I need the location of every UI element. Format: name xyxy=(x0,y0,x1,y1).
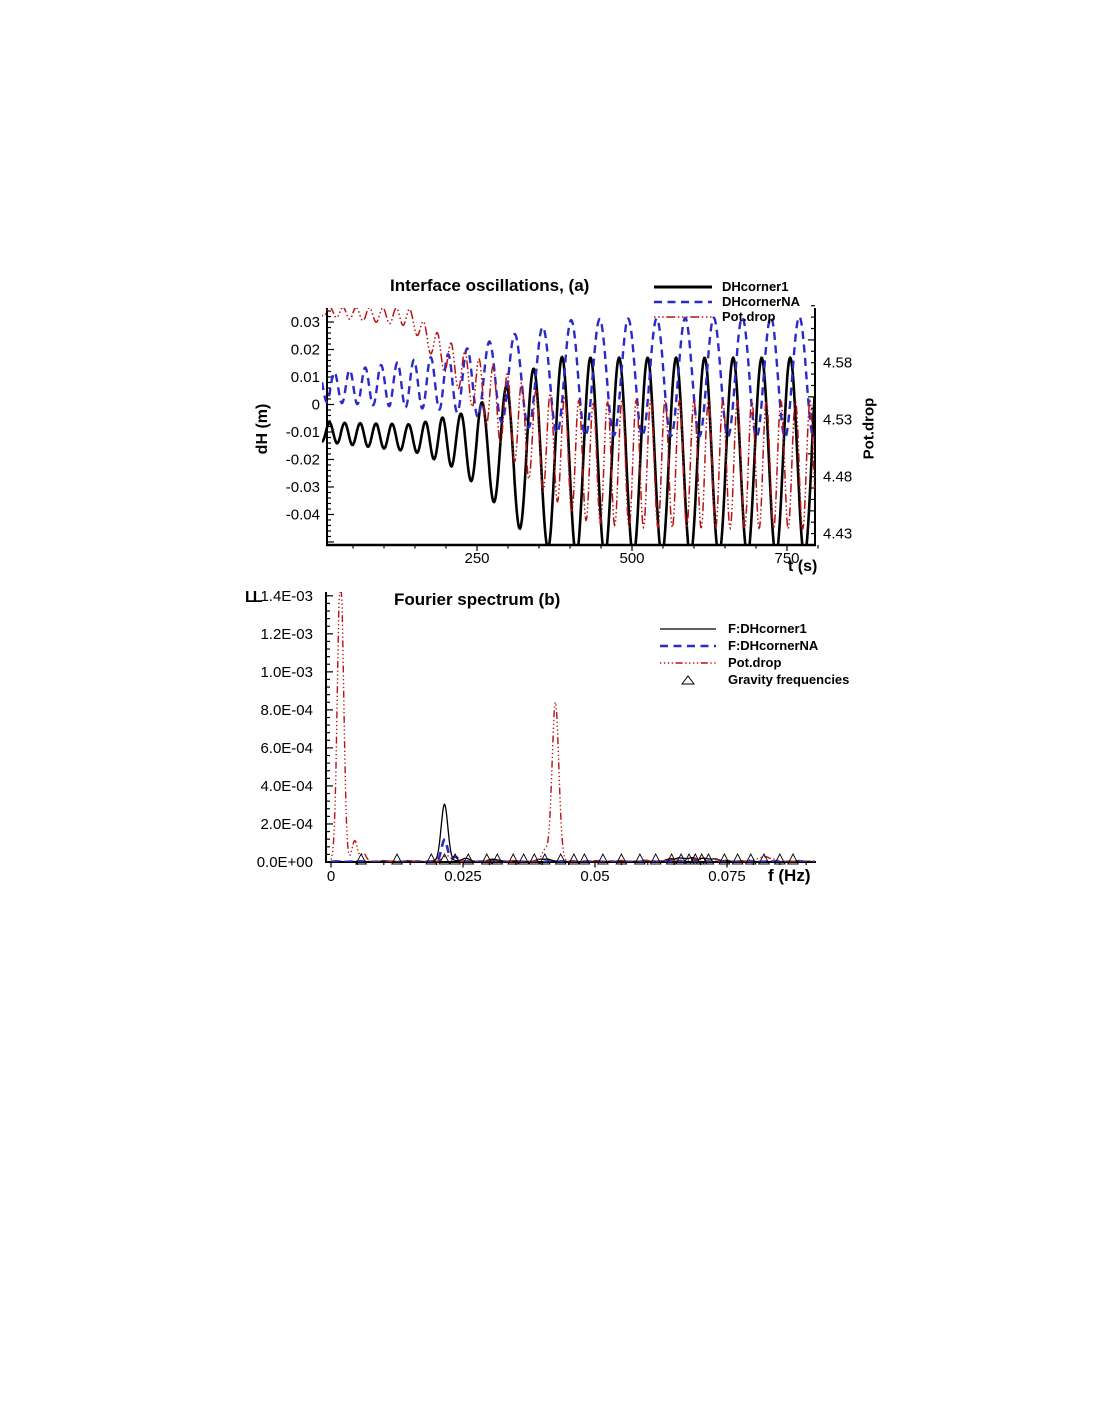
series-FDHcorner1-line xyxy=(331,804,815,861)
legend-item xyxy=(652,294,800,309)
legend-label: Pot.drop xyxy=(722,309,776,324)
tick-label: -0.02 xyxy=(285,451,320,469)
chart-a-yright-label: Pot.drop xyxy=(860,397,878,460)
line-sample-dashed-icon xyxy=(658,640,720,652)
tick-label: -0.03 xyxy=(285,478,320,496)
chart-a-yleft-label: dH (m) xyxy=(254,403,271,455)
legend-label: DHcornerNA xyxy=(722,294,801,309)
tick-label: 0.02 xyxy=(290,341,320,359)
tick-label: 4.48 xyxy=(823,468,853,486)
tick-label: 500 xyxy=(619,550,645,567)
chart-a-x-label: t (s) xyxy=(788,558,818,575)
tick-label: 0 xyxy=(311,396,320,414)
tick-label: 4.53 xyxy=(823,411,853,429)
tick-label: 4.58 xyxy=(823,354,853,372)
legend-item xyxy=(652,279,800,294)
tick-label: 1.0E-03 xyxy=(260,663,313,681)
tick-label: 0 xyxy=(326,868,336,885)
tick-label: 2.0E-04 xyxy=(260,815,313,833)
tick-label: 6.0E-04 xyxy=(260,739,313,757)
legend-item xyxy=(658,620,849,637)
legend-label: DHcorner1 xyxy=(722,279,789,294)
tick-label: 4.43 xyxy=(823,525,853,543)
tick-label: 8.0E-04 xyxy=(260,701,313,719)
legend-item xyxy=(658,654,849,671)
line-sample-dashed-icon xyxy=(652,296,714,308)
line-sample-solid-icon xyxy=(652,281,714,293)
line-sample-dotted-icon xyxy=(658,657,720,669)
chart-a-plot xyxy=(286,306,852,567)
legend-label: F:DHcornerNA xyxy=(728,638,819,653)
tick-label: 250 xyxy=(464,550,490,567)
tick-label: 4.0E-04 xyxy=(260,777,313,795)
tick-label: 0.0E+00 xyxy=(256,854,313,871)
tick-label: 0.03 xyxy=(290,314,320,332)
tick-label: -0.04 xyxy=(285,506,320,524)
tick-label: 0.05 xyxy=(580,868,610,885)
chart-b-title: Fourier spectrum (b) xyxy=(394,590,561,609)
tick-label: 750 xyxy=(774,550,800,567)
legend-label: Pot.drop xyxy=(728,655,782,670)
legend-item xyxy=(658,637,849,654)
line-sample-dashdot-icon xyxy=(652,311,714,323)
legend-item xyxy=(658,671,849,688)
tick-label: 0.01 xyxy=(290,369,320,387)
tick-label: -0.01 xyxy=(285,423,320,441)
series-FDHcornerNA-line xyxy=(331,840,815,862)
line-sample-solid-icon xyxy=(658,623,720,635)
tick-label: 1.4E-03 xyxy=(260,587,313,605)
chart-b-x-label: f (Hz) xyxy=(768,866,811,885)
triangle-marker-icon xyxy=(658,674,720,686)
chart-a-legend xyxy=(652,279,800,324)
chart-b-yaxis-overlap-text: LL xyxy=(245,589,261,606)
chart-a-title: Interface oscillations, (a) xyxy=(390,276,590,295)
legend-label: F:DHcorner1 xyxy=(728,621,807,636)
legend-item xyxy=(652,309,800,324)
tick-label: 1.2E-03 xyxy=(260,625,313,643)
tick-label: 0.025 xyxy=(444,868,482,885)
chart-b-legend xyxy=(658,620,849,688)
legend-label: Gravity frequencies xyxy=(728,672,850,687)
tick-label: 0.075 xyxy=(708,868,746,885)
